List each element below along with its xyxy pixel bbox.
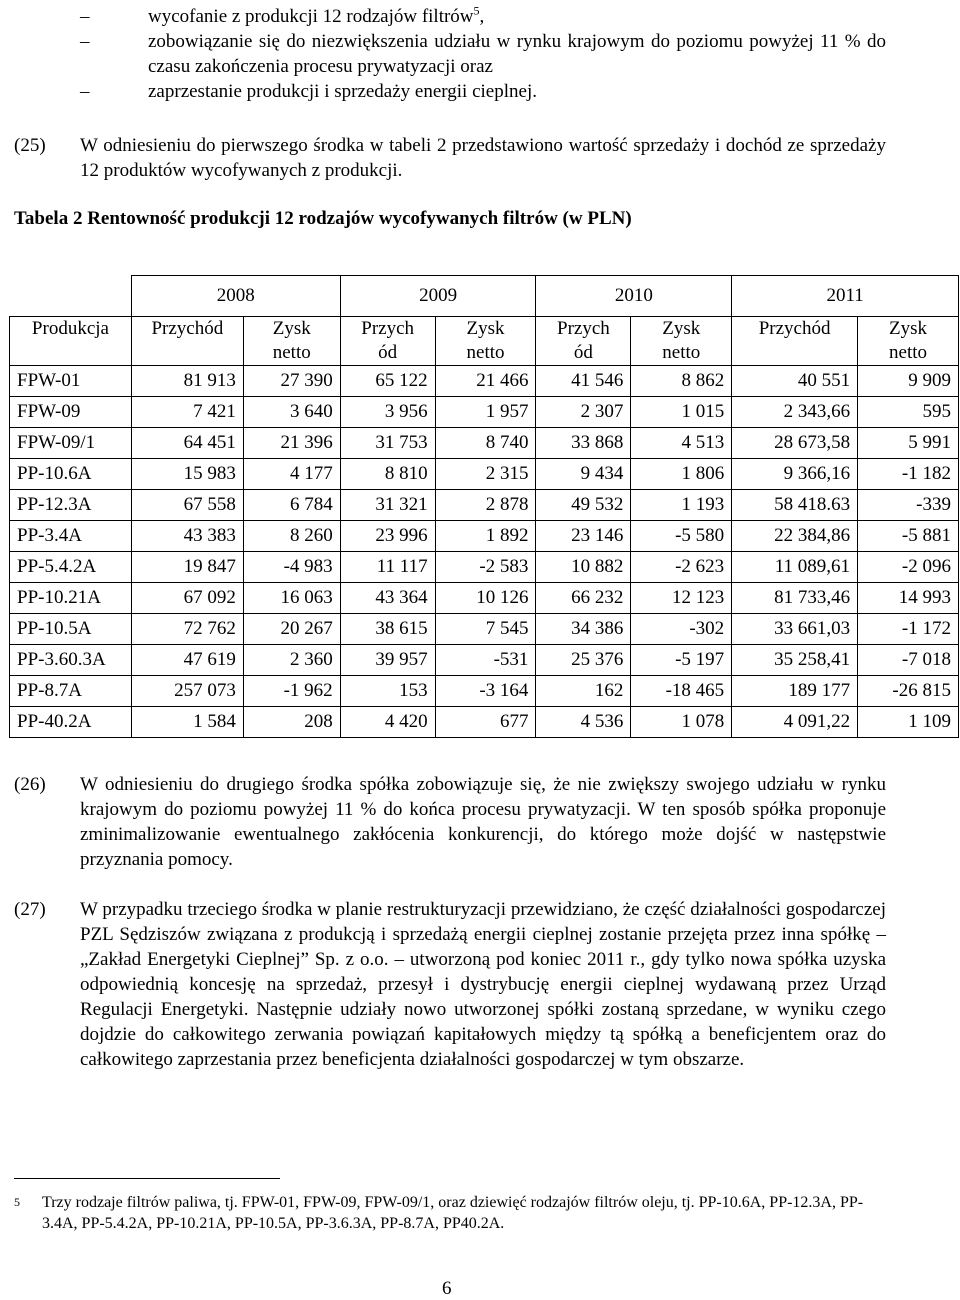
product-code-cell: PP-3.60.3A (10, 645, 132, 676)
paragraph-text: W odniesieniu do pierwszego środka w tabeli 2 przedstawiono wartość sprzedaży i dochód ze sprzedaży 12 produktów wycofywanych z produkcji. (80, 135, 886, 181)
value-cell: 40 551 (732, 366, 858, 397)
year-header: 2011 (732, 276, 959, 317)
value-cell: -3 164 (435, 676, 536, 707)
table-row (10, 521, 959, 552)
paragraph-text: W przypadku trzeciego środka w planie restrukturyzacji przewidziano, że część działalności gospodarczej PZL Sędziszów związana z produkcją i sprzedażą energii cieplnej zostanie przejęta przez inna spółkę – „Zakład Energetyki Cieplnej” Sp. z o.o. – utworzoną pod koniec 2011 r., gdy tylko nowa spółka uzyska odpowiednią koncesję na sprzedaż, przesył i dystrybucję energii cieplnej wydawaną przez Urząd Regulacji Energetyki. Następnie udziały nowo utworzonej spółki zostaną sprzedane, w wyniku czego dojdzie do całkowitego zerwania powiązań kapitałowych między tą spółką a beneficjentem oraz do całkowitego zaprzestania przez beneficjenta działalności gospodarczej w tym obszarze. (80, 899, 886, 1070)
footnote-text: Trzy rodzaje filtrów paliwa, tj. FPW-01, FPW-09, FPW-09/1, oraz dziewięć rodzajów filtrów oleju, tj. PP-10.6A, PP-12.3A, PP-3.4A, PP-5.4.2A, PP-10.21A, PP-10.5A, PP-3.6.3A, PP-8.7A, PP40.2A. (42, 1194, 864, 1232)
value-cell: 2 878 (435, 490, 536, 521)
value-cell: 20 267 (243, 614, 340, 645)
value-cell: -2 623 (631, 552, 732, 583)
value-cell: 11 117 (340, 552, 435, 583)
value-cell: 58 418.63 (732, 490, 858, 521)
table-row (10, 583, 959, 614)
table-row (10, 552, 959, 583)
value-cell: -1 182 (858, 459, 959, 490)
value-cell: 7 545 (435, 614, 536, 645)
value-cell: 14 993 (858, 583, 959, 614)
value-cell: 3 956 (340, 397, 435, 428)
value-cell: 9 434 (536, 459, 631, 490)
paragraph-text: W odniesieniu do drugiego środka spółka zobowiązuje się, że nie zwiększy swojego udziału w rynku krajowym do poziomu powyżej 11 % do końca procesu prywatyzacji. W ten sposób spółka proponuje zminimalizowanie ewentualnego zakłócenia konkurencji, do którego może dojść w następstwie przyznania pomocy. (80, 774, 886, 870)
page-number: 6 (442, 1278, 452, 1299)
value-cell: 1 806 (631, 459, 732, 490)
value-cell: 25 376 (536, 645, 631, 676)
value-cell: 2 343,66 (732, 397, 858, 428)
list-item-text: wycofanie z produkcji 12 rodzajów filtrów (148, 6, 474, 27)
value-cell: 15 983 (131, 459, 243, 490)
value-cell: -5 881 (858, 521, 959, 552)
measures-list (80, 4, 886, 104)
value-cell: -5 197 (631, 645, 732, 676)
paragraph-27 (14, 897, 886, 1072)
table-row (10, 428, 959, 459)
table-caption: Tabela 2 Rentowność produkcji 12 rodzajów wycofywanych filtrów (w PLN) (14, 208, 632, 229)
value-cell: 65 122 (340, 366, 435, 397)
value-cell: 5 991 (858, 428, 959, 459)
paragraph-number: (25) (14, 135, 46, 156)
value-cell: -2 096 (858, 552, 959, 583)
value-cell: -339 (858, 490, 959, 521)
value-cell: -5 580 (631, 521, 732, 552)
footnote (14, 1192, 886, 1234)
profitability-table (9, 275, 959, 738)
value-cell: 2 315 (435, 459, 536, 490)
value-cell: 8 260 (243, 521, 340, 552)
value-cell: 189 177 (732, 676, 858, 707)
footnote-number: 5 (14, 1195, 20, 1209)
value-cell: 162 (536, 676, 631, 707)
value-cell: 67 558 (131, 490, 243, 521)
column-header: Przych ód (340, 317, 435, 366)
product-code-cell: PP-10.21A (10, 583, 132, 614)
value-cell: 10 882 (536, 552, 631, 583)
table-row (10, 707, 959, 738)
value-cell: 81 913 (131, 366, 243, 397)
paragraph-25 (14, 133, 886, 183)
value-cell: 27 390 (243, 366, 340, 397)
list-item: – zobowiązanie się do niezwiększenia udziału w rynku krajowym do poziomu powyżej 11 % do czasu zakończenia procesu prywatyzacji oraz (80, 31, 886, 77)
value-cell: 39 957 (340, 645, 435, 676)
value-cell: 257 073 (131, 676, 243, 707)
value-cell: 34 386 (536, 614, 631, 645)
column-header: Zysk netto (631, 317, 732, 366)
value-cell: -26 815 (858, 676, 959, 707)
list-item-text: zobowiązanie się do niezwiększenia udziału w rynku krajowym do poziomu powyżej 11 % do czasu zakończenia procesu prywatyzacji oraz (148, 31, 886, 77)
value-cell: 43 364 (340, 583, 435, 614)
value-cell: -7 018 (858, 645, 959, 676)
value-cell: 4 536 (536, 707, 631, 738)
value-cell: 38 615 (340, 614, 435, 645)
column-header: Zysk netto (858, 317, 959, 366)
value-cell: 33 661,03 (732, 614, 858, 645)
paragraph-26 (14, 772, 886, 872)
value-cell: 23 996 (340, 521, 435, 552)
column-header: Przych ód (536, 317, 631, 366)
value-cell: -531 (435, 645, 536, 676)
value-cell: 1 892 (435, 521, 536, 552)
product-code-cell: PP-10.5A (10, 614, 132, 645)
paragraph-number: (26) (14, 774, 46, 795)
value-cell: -18 465 (631, 676, 732, 707)
list-item-text: zaprzestanie produkcji i sprzedaży energii cieplnej. (148, 81, 537, 102)
table-body (10, 366, 959, 738)
table-row (10, 459, 959, 490)
value-cell: 35 258,41 (732, 645, 858, 676)
value-cell: 31 321 (340, 490, 435, 521)
footnote-ref[interactable]: 5 (473, 3, 480, 18)
value-cell: 3 640 (243, 397, 340, 428)
value-cell: 66 232 (536, 583, 631, 614)
column-header: Zysk netto (435, 317, 536, 366)
value-cell: 16 063 (243, 583, 340, 614)
table-row (10, 490, 959, 521)
footnote-separator (14, 1178, 280, 1179)
value-cell: 41 546 (536, 366, 631, 397)
value-cell: 677 (435, 707, 536, 738)
value-cell: 31 753 (340, 428, 435, 459)
list-item: – zaprzestanie produkcji i sprzedaży energii cieplnej. (80, 81, 537, 102)
product-code-cell: FPW-09/1 (10, 428, 132, 459)
value-cell: 2 360 (243, 645, 340, 676)
value-cell: 153 (340, 676, 435, 707)
value-cell: 22 384,86 (732, 521, 858, 552)
value-cell: 11 089,61 (732, 552, 858, 583)
table-row (10, 645, 959, 676)
column-header: Zysk netto (243, 317, 340, 366)
column-header-row (10, 317, 959, 366)
year-header: 2008 (131, 276, 340, 317)
value-cell: 81 733,46 (732, 583, 858, 614)
column-header: Przychód (131, 317, 243, 366)
product-code-cell: PP-3.4A (10, 521, 132, 552)
value-cell: 67 092 (131, 583, 243, 614)
value-cell: 4 177 (243, 459, 340, 490)
value-cell: -2 583 (435, 552, 536, 583)
year-header: 2010 (536, 276, 732, 317)
table-row (10, 676, 959, 707)
value-cell: 72 762 (131, 614, 243, 645)
value-cell: 23 146 (536, 521, 631, 552)
value-cell: 4 420 (340, 707, 435, 738)
value-cell: 10 126 (435, 583, 536, 614)
table-row (10, 614, 959, 645)
value-cell: 208 (243, 707, 340, 738)
product-code-cell: PP-40.2A (10, 707, 132, 738)
product-code-cell: PP-10.6A (10, 459, 132, 490)
paragraph-number: (27) (14, 899, 46, 920)
value-cell: 6 784 (243, 490, 340, 521)
table-row (10, 366, 959, 397)
value-cell: 49 532 (536, 490, 631, 521)
product-code-cell: PP-5.4.2A (10, 552, 132, 583)
product-code-cell: PP-8.7A (10, 676, 132, 707)
value-cell: 1 584 (131, 707, 243, 738)
value-cell: -1 962 (243, 676, 340, 707)
value-cell: 28 673,58 (732, 428, 858, 459)
value-cell: 8 740 (435, 428, 536, 459)
year-header-row (10, 276, 959, 317)
value-cell: 595 (858, 397, 959, 428)
value-cell: 4 091,22 (732, 707, 858, 738)
value-cell: 1 078 (631, 707, 732, 738)
value-cell: 9 909 (858, 366, 959, 397)
product-code-cell: PP-12.3A (10, 490, 132, 521)
value-cell: 64 451 (131, 428, 243, 459)
value-cell: 1 193 (631, 490, 732, 521)
column-header: Przychód (732, 317, 858, 366)
value-cell: 2 307 (536, 397, 631, 428)
value-cell: 8 810 (340, 459, 435, 490)
table-row (10, 397, 959, 428)
value-cell: -4 983 (243, 552, 340, 583)
value-cell: 21 466 (435, 366, 536, 397)
year-header: 2009 (340, 276, 536, 317)
value-cell: 1 015 (631, 397, 732, 428)
value-cell: 19 847 (131, 552, 243, 583)
value-cell: 9 366,16 (732, 459, 858, 490)
product-header: Produkcja (10, 317, 132, 366)
product-code-cell: FPW-09 (10, 397, 132, 428)
value-cell: 1 957 (435, 397, 536, 428)
value-cell: 4 513 (631, 428, 732, 459)
value-cell: 43 383 (131, 521, 243, 552)
value-cell: 7 421 (131, 397, 243, 428)
product-code-cell: FPW-01 (10, 366, 132, 397)
value-cell: 12 123 (631, 583, 732, 614)
value-cell: 33 868 (536, 428, 631, 459)
list-item: – wycofanie z produkcji 12 rodzajów filtrów$^5$, (80, 3, 485, 27)
value-cell: 8 862 (631, 366, 732, 397)
value-cell: 1 109 (858, 707, 959, 738)
value-cell: -302 (631, 614, 732, 645)
value-cell: 21 396 (243, 428, 340, 459)
value-cell: 47 619 (131, 645, 243, 676)
value-cell: -1 172 (858, 614, 959, 645)
